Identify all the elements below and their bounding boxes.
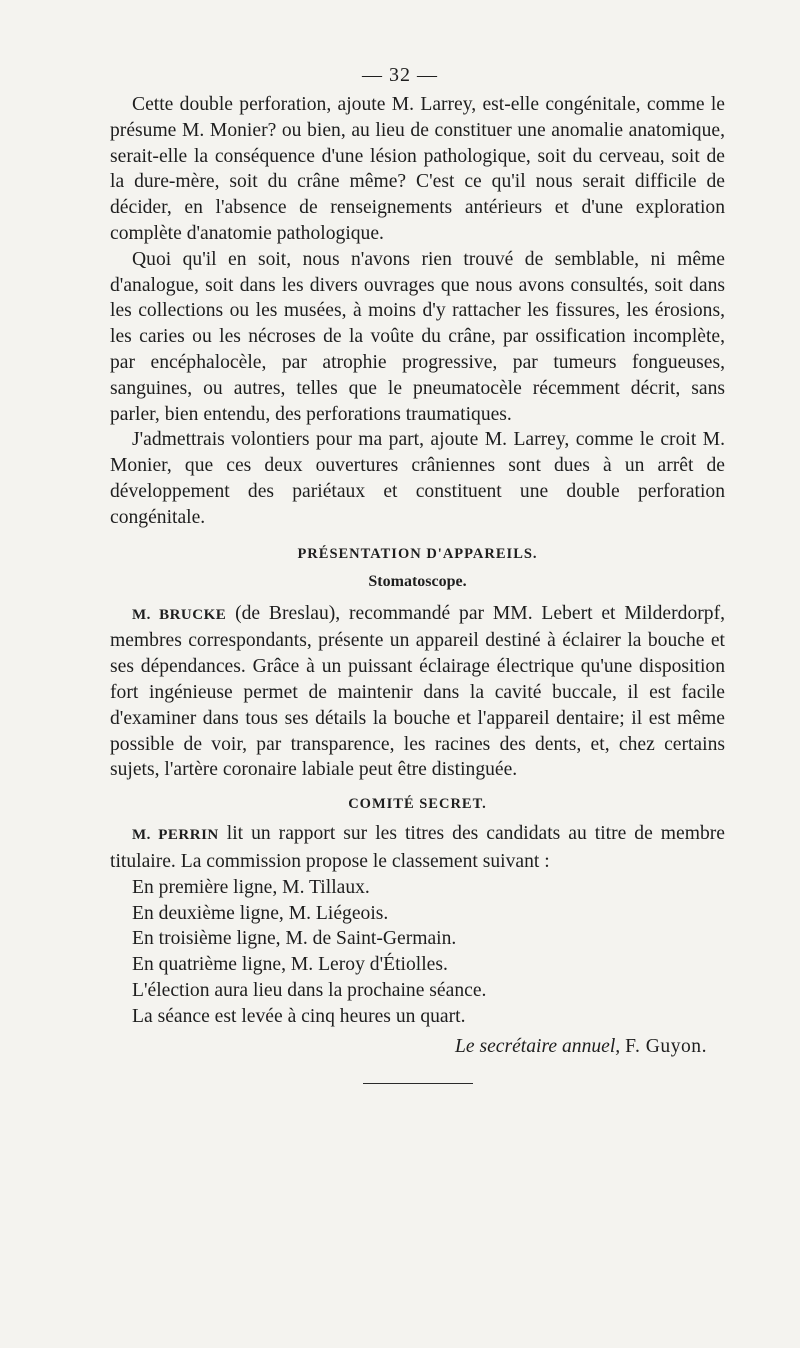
- list-line-4: En quatrième ligne, M. Leroy d'Étiolles.: [132, 954, 448, 976]
- speaker-perrin: M. PERRIN: [132, 827, 219, 844]
- signature: [110, 1034, 725, 1060]
- paragraph-brucke-text: (de Breslau), recommandé par MM. Lebert et Milderdorpf, membres correspondants, présente un appareil destiné à éclairer la bouche et ses dépendances. Grâce à un puissant éclairage électrique qu'une disposition fort ingénieuse permet de maintenir dans la cavité buccale, il est facile d'examiner dans tous ses détails la bouche et l'appareil dentaire; il est même possible de voir, par transparence, les racines des dents, et, chez certains sujets, l'artère coronaire labiale peut être distinguée.: [110, 602, 725, 781]
- list-line-seance-levee: La séance est levée à cinq heures un quart.: [132, 1005, 466, 1027]
- speaker-brucke: M. BRUCKE: [132, 606, 227, 623]
- list-line-2: En deuxième ligne, M. Liégeois.: [132, 902, 389, 924]
- paragraph-no-analogue: Quoi qu'il en soit, nous n'avons rien trouvé de semblable, ni même d'analogue, soit dans les divers ouvrages que nous avons consultés, soit dans les collections ou les musées, à moins d'y rattacher les fissures, les érosions, les caries ou les nécroses de la voûte du crâne, par ossification incomplète, par encéphalocèle, par atrophie progressive, par tumeurs fongueuses, sanguines, ou autres, telles que le pneumatocèle récemment décrit, sans parler, bien entendu, des perforations traumatiques.: [110, 248, 725, 425]
- end-rule-divider: [363, 1083, 473, 1084]
- list-line-election: L'élection aura lieu dans la prochaine séance.: [132, 979, 487, 1001]
- paragraph-larrey-question: Cette double perforation, ajoute M. Larrey, est-elle congénitale, comme le présume M. Monier? ou bien, au lieu de constituer une anomalie anatomique, serait-elle la conséquence d'une lésion pathologique, soit du cerveau, soit de la dure-mère, soit du crâne même? C'est ce qu'il nous serait difficile de décider, en l'absence de renseignements antérieurs et d'une exploration complète d'anatomie pathologique.: [110, 94, 725, 244]
- subsection-heading-stomatoscope: Stomatoscope.: [368, 572, 467, 590]
- paragraph-perrin-text: lit un rapport sur les titres des candidats au titre de membre titulaire. La commission propose le classement suivant :: [110, 823, 725, 872]
- paragraph-larrey-conclusion: J'admettrais volontiers pour ma part, ajoute M. Larrey, comme le croit M. Monier, que ces deux ouvertures crâniennes sont dues à un arrêt de développement des pariétaux et constituent une double perforation congénitale.: [110, 429, 725, 528]
- section-heading-comite: COMITÉ SECRET.: [348, 796, 487, 813]
- signature-name: F. Guyon.: [625, 1035, 707, 1057]
- list-line-3: En troisième ligne, M. de Saint-Germain.: [132, 928, 457, 950]
- signature-role: Le secrétaire annuel,: [454, 1035, 621, 1057]
- paragraph-perrin: [110, 821, 725, 875]
- text-column: [110, 92, 725, 1084]
- page-number: — 32 —: [362, 64, 438, 86]
- section-heading-presentation: PRÉSENTATION D'APPAREILS.: [297, 545, 538, 562]
- list-line-1: En première ligne, M. Tillaux.: [132, 876, 370, 898]
- paragraph-brucke: [110, 601, 725, 784]
